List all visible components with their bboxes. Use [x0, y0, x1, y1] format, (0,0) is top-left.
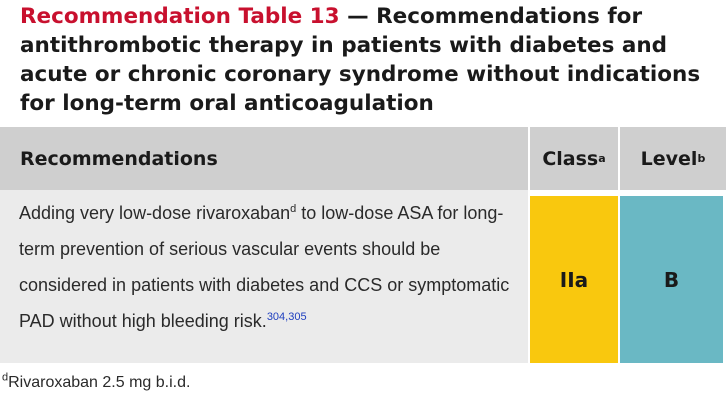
header-class: Class a [542, 147, 606, 170]
recommendation-text [19, 195, 519, 339]
header-level-label: Level [640, 147, 698, 170]
header-level: Level b [640, 147, 706, 170]
footnote-marker-d: d [290, 203, 297, 215]
header-class-label: Class [542, 147, 599, 170]
column-divider [618, 127, 620, 363]
footnote-text: Rivaroxaban 2.5 mg b.i.d. [8, 374, 191, 391]
recommendation-table [0, 127, 726, 363]
reference-link[interactable]: 304,305 [266, 311, 307, 323]
recommendation-cell [0, 190, 528, 363]
table-number: Recommendation Table 13 [20, 4, 340, 29]
level-badge: B [620, 196, 723, 363]
table-title-text: — Recommendations for antithrombotic therapy in patients with diabetes and acute or chronic coronary syndrome without indications for long-term oral anticoagulation [20, 4, 701, 116]
class-badge: IIa [530, 196, 618, 363]
column-divider [528, 127, 530, 363]
footnote [2, 371, 191, 392]
header-recommendations-label: Recommendations [20, 147, 218, 170]
header-recommendations [20, 127, 510, 190]
recommendation-text-part2: to low-dose ASA for long-term prevention of serious vascular events should be considered in patients with diabetes and CCS or symptomatic PAD without high bleeding risk. [19, 203, 510, 331]
table-title [20, 2, 720, 118]
recommendation-text-part1: Adding very low-dose rivaroxaban [19, 203, 291, 223]
footnote-marker: d [2, 371, 9, 384]
